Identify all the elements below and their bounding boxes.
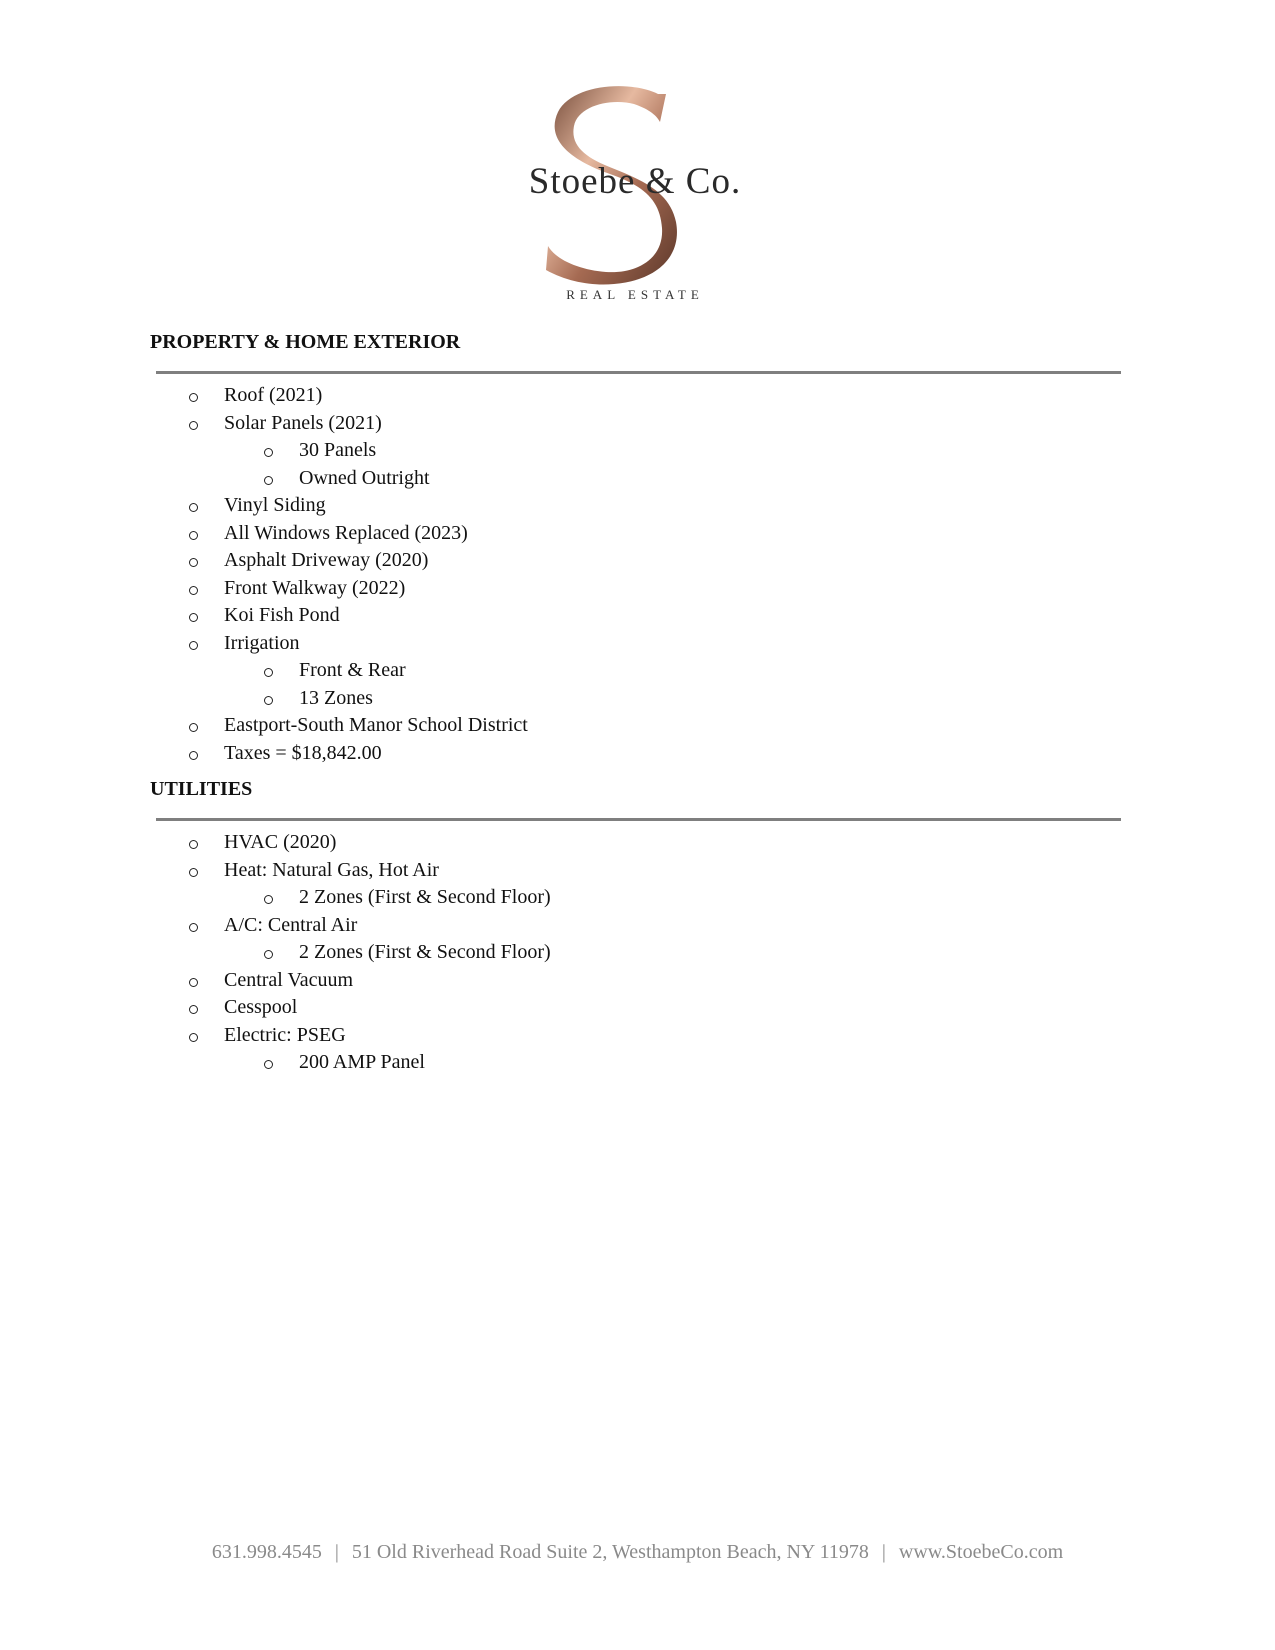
list-item bbox=[0, 520, 528, 548]
list-item bbox=[0, 547, 528, 575]
list-item-text: 200 AMP Panel bbox=[299, 1051, 425, 1073]
list-item-text: Electric: PSEG bbox=[224, 1023, 346, 1046]
sub-list-item bbox=[0, 939, 551, 967]
hollow-circle-bullet-icon bbox=[189, 1033, 198, 1042]
list-item-text: HVAC (2020) bbox=[224, 831, 337, 853]
sub-list-item bbox=[0, 884, 551, 912]
list-item bbox=[0, 829, 551, 857]
logo-wordmark: Stoebe & Co. bbox=[528, 161, 742, 202]
list-item-text: Solar Panels (2021) bbox=[224, 411, 382, 434]
sub-list-item bbox=[0, 657, 528, 685]
footer-website-link[interactable]: www.StoebeCo.com bbox=[898, 1541, 1064, 1563]
list-item bbox=[0, 1022, 551, 1050]
list-item-text: 13 Zones bbox=[299, 686, 373, 709]
section-heading: UTILITIES bbox=[150, 778, 253, 800]
hollow-circle-bullet-icon bbox=[264, 895, 273, 904]
hollow-circle-bullet-icon bbox=[264, 668, 273, 677]
hollow-circle-bullet-icon bbox=[189, 641, 198, 650]
hollow-circle-bullet-icon bbox=[189, 393, 198, 402]
list-item-text: Central Vacuum bbox=[224, 968, 354, 991]
logo-tagline: REAL ESTATE bbox=[566, 287, 704, 302]
hollow-circle-bullet-icon bbox=[189, 923, 198, 932]
list-item bbox=[0, 492, 528, 520]
hollow-circle-bullet-icon bbox=[189, 978, 198, 987]
footer-phone[interactable]: 631.998.4545 bbox=[211, 1541, 322, 1563]
sub-list-item bbox=[0, 437, 528, 465]
hollow-circle-bullet-icon bbox=[264, 448, 273, 457]
company-logo bbox=[510, 82, 760, 312]
list-item-text: 2 Zones (First & Second Floor) bbox=[299, 941, 551, 963]
list-item-text: Roof (2021) bbox=[224, 384, 323, 406]
list-item bbox=[0, 712, 528, 740]
list-item-text: Taxes = $18,842.00 bbox=[224, 741, 382, 764]
footer-separator: | bbox=[334, 1541, 339, 1563]
hollow-circle-bullet-icon bbox=[189, 1005, 198, 1014]
list-item bbox=[0, 575, 528, 603]
list-item bbox=[0, 630, 528, 658]
feature-list bbox=[0, 382, 528, 767]
list-item bbox=[0, 912, 551, 940]
hollow-circle-bullet-icon bbox=[189, 613, 198, 622]
sub-list-item bbox=[0, 465, 528, 493]
sub-list-item bbox=[0, 1049, 551, 1077]
list-item bbox=[0, 382, 528, 410]
list-item bbox=[0, 994, 551, 1022]
list-item bbox=[0, 410, 528, 438]
hollow-circle-bullet-icon bbox=[189, 503, 198, 512]
list-item-text: Eastport-South Manor School District bbox=[224, 714, 528, 736]
list-item bbox=[0, 602, 528, 630]
list-item-text: 30 Panels bbox=[299, 439, 377, 461]
hollow-circle-bullet-icon bbox=[189, 421, 198, 430]
list-item bbox=[0, 967, 551, 995]
hollow-circle-bullet-icon bbox=[264, 476, 273, 485]
list-item-text: Asphalt Driveway (2020) bbox=[224, 549, 429, 571]
list-item-text: Vinyl Siding bbox=[224, 494, 326, 516]
page-footer bbox=[0, 1541, 1275, 1564]
list-item-text: All Windows Replaced (2023) bbox=[224, 521, 468, 544]
feature-list bbox=[0, 829, 551, 1077]
sub-list-item bbox=[0, 685, 528, 713]
hollow-circle-bullet-icon bbox=[189, 751, 198, 760]
list-item-text: Heat: Natural Gas, Hot Air bbox=[224, 858, 439, 881]
footer-address: 51 Old Riverhead Road Suite 2, Westhampton Beach, NY 11978 bbox=[351, 1541, 869, 1563]
list-item-text: Front Walkway (2022) bbox=[224, 576, 406, 599]
hollow-circle-bullet-icon bbox=[189, 723, 198, 732]
hollow-circle-bullet-icon bbox=[189, 531, 198, 540]
list-item-text: 2 Zones (First & Second Floor) bbox=[299, 886, 551, 908]
section-divider bbox=[156, 371, 1121, 374]
list-item-text: Irrigation bbox=[224, 631, 300, 654]
section-heading: PROPERTY & HOME EXTERIOR bbox=[150, 331, 461, 353]
footer-separator: | bbox=[881, 1541, 886, 1563]
hollow-circle-bullet-icon bbox=[264, 950, 273, 959]
hollow-circle-bullet-icon bbox=[189, 586, 198, 595]
list-item-text: Owned Outright bbox=[299, 466, 430, 489]
list-item-text: Cesspool bbox=[224, 996, 298, 1018]
hollow-circle-bullet-icon bbox=[264, 1060, 273, 1069]
list-item-text: A/C: Central Air bbox=[224, 913, 358, 936]
hollow-circle-bullet-icon bbox=[189, 558, 198, 567]
section-divider bbox=[156, 818, 1121, 821]
hollow-circle-bullet-icon bbox=[189, 840, 198, 849]
list-item-text: Front & Rear bbox=[299, 659, 406, 681]
list-item bbox=[0, 740, 528, 768]
hollow-circle-bullet-icon bbox=[264, 696, 273, 705]
list-item-text: Koi Fish Pond bbox=[224, 604, 340, 626]
list-item bbox=[0, 857, 551, 885]
hollow-circle-bullet-icon bbox=[189, 868, 198, 877]
